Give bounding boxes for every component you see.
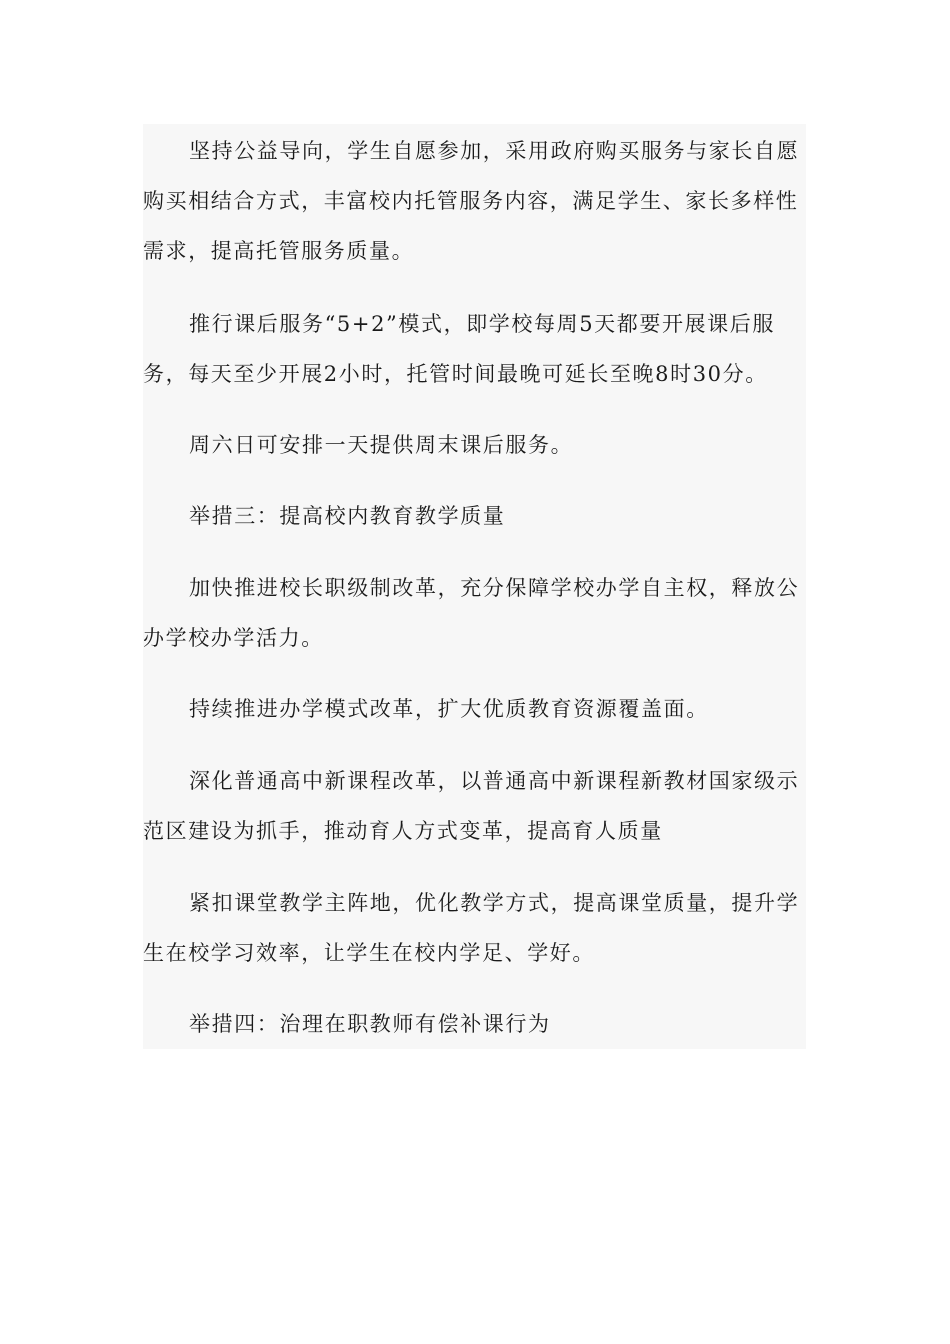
paragraph-curriculum-reform: 深化普通高中新课程改革，以普通高中新课程新教材国家级示范区建设为抓手，推动育人方式变革，提高育人质量 [143,769,800,843]
paragraph-weekend-service: 周六日可安排一天提供周末课后服务。 [189,433,574,457]
paragraph-5-plus-2-model: 推行课后服务“5+2”模式，即学校每周5天都要开展课后服务，每天至少开展2小时，托管时间最晚可延长至晚8时30分。 [143,312,775,386]
paragraph-public-welfare: 坚持公益导向，学生自愿参加，采用政府购买服务与家长自愿购买相结合方式，丰富校内托管服务内容，满足学生、家长多样性需求，提高托管服务质量。 [143,139,800,263]
paragraph-school-model-reform: 持续推进办学模式改革，扩大优质教育资源覆盖面。 [189,697,709,721]
heading-measure-four: 举措四：治理在职教师有偿补课行为 [189,1012,551,1036]
paragraph-principal-reform: 加快推进校长职级制改革，充分保障学校办学自主权，释放公办学校办学活力。 [143,576,800,650]
paragraph-classroom-teaching: 紧扣课堂教学主阵地，优化教学方式，提高课堂质量，提升学生在校学习效率，让学生在校内学足、学好。 [143,891,800,965]
heading-measure-three: 举措三：提高校内教育教学质量 [189,504,506,528]
document-body [143,124,806,1049]
